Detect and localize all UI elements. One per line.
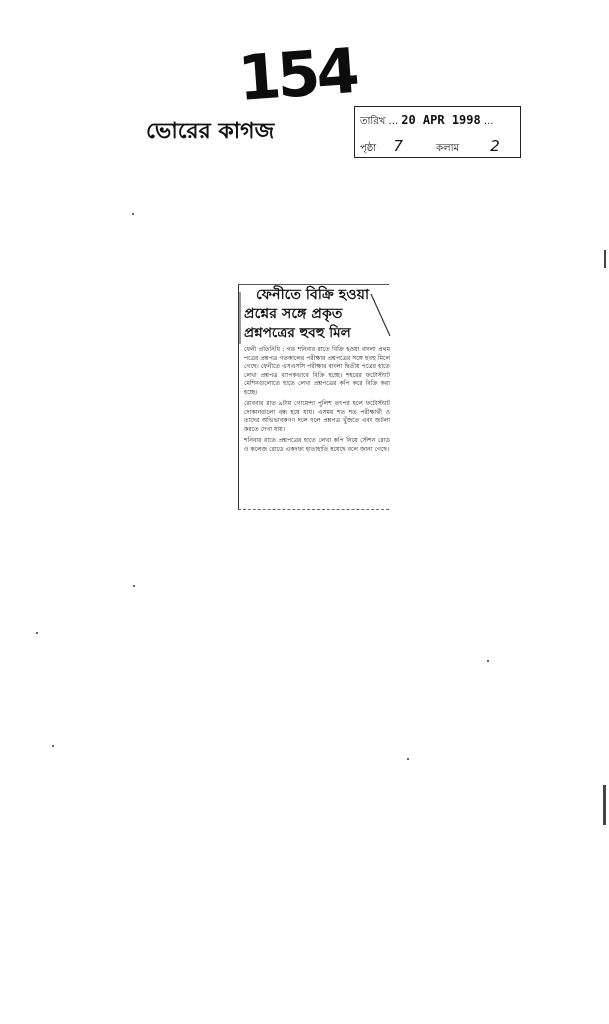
stamp-date-label: তারিখ (360, 116, 386, 127)
scan-speck (52, 745, 54, 747)
scan-speck (407, 758, 409, 760)
date-stamp: তারিখ ... 20 APR 1998 ... পৃষ্ঠা 7 কলাম 2 (354, 106, 521, 158)
article-paragraph-3: শনিবার রাতে প্রশ্নপত্রের হাতে লেখা কপি নিয়ে স্টেশন রোড ও কলেজ রোডে একদফা হাতাহাতি হয়েছে বলে জানা গেছে। (244, 437, 390, 454)
stamp-column-value: 2 (490, 137, 500, 155)
scan-speck (487, 660, 489, 662)
right-edge-mark (603, 785, 606, 825)
pencil-marking (238, 284, 398, 354)
scan-speck (132, 213, 134, 215)
headline-line-3: প্রশ্নপত্রের হুবহু মিল (244, 325, 351, 341)
scan-speck (133, 585, 135, 587)
handwritten-page-number: 154 (235, 33, 358, 116)
news-clipping (238, 284, 390, 510)
newspaper-masthead: ভোরের কাগজ (146, 119, 275, 144)
article-paragraph-1: ফেনী প্রতিনিধি : গত শনিবার রাতে বিক্রি হওয়া বাংলা প্রথম পত্রের প্রশ্নপত্র গতকালের পরীক্ষার প্রশ্নপত্রের সঙ্গে হুবহু মিলে গেছে। ফেনীতে এসএসসি পরীক্ষার বাংলা দ্বিতীয় পত্রের হাতে লেখা প্রশ্নপত্র ব্যাপকভাবে বিক্রি হচ্ছে। শহরের ফটোস্ট্যাট মেশিনগুলোতে হাতে লেখা প্রশ্নপত্রের কপি করে বিক্রি করা হচ্ছে। (244, 346, 390, 396)
headline-line-1: ফেনীতে বিক্রি হওয়া (256, 287, 370, 303)
article-body (244, 346, 390, 458)
stamp-page-value: 7 (393, 137, 403, 155)
headline-line-2: প্রশ্নের সঙ্গে প্রকৃত (244, 306, 343, 322)
scan-speck (36, 632, 38, 634)
stamp-date-value: 20 APR 1998 (401, 113, 481, 127)
article-paragraph-2: রোববার রাত ৯টায় গোয়েন্দা পুলিশ তৎপর হলে ফটোস্ট্যাট দোকানগুলো বন্ধ হয়ে যায়। এসময় শত শত পরীক্ষার্থী ও তাদের অভিভাবকগণ দলে দলে প্রশ্নপত্র খুঁজতে এবং জটলা করতে দেখা যায়। (244, 400, 390, 433)
stamp-column-label: কলাম (436, 143, 460, 154)
stamp-page-label: পৃষ্ঠা (360, 143, 377, 154)
right-edge-mark (604, 250, 606, 268)
